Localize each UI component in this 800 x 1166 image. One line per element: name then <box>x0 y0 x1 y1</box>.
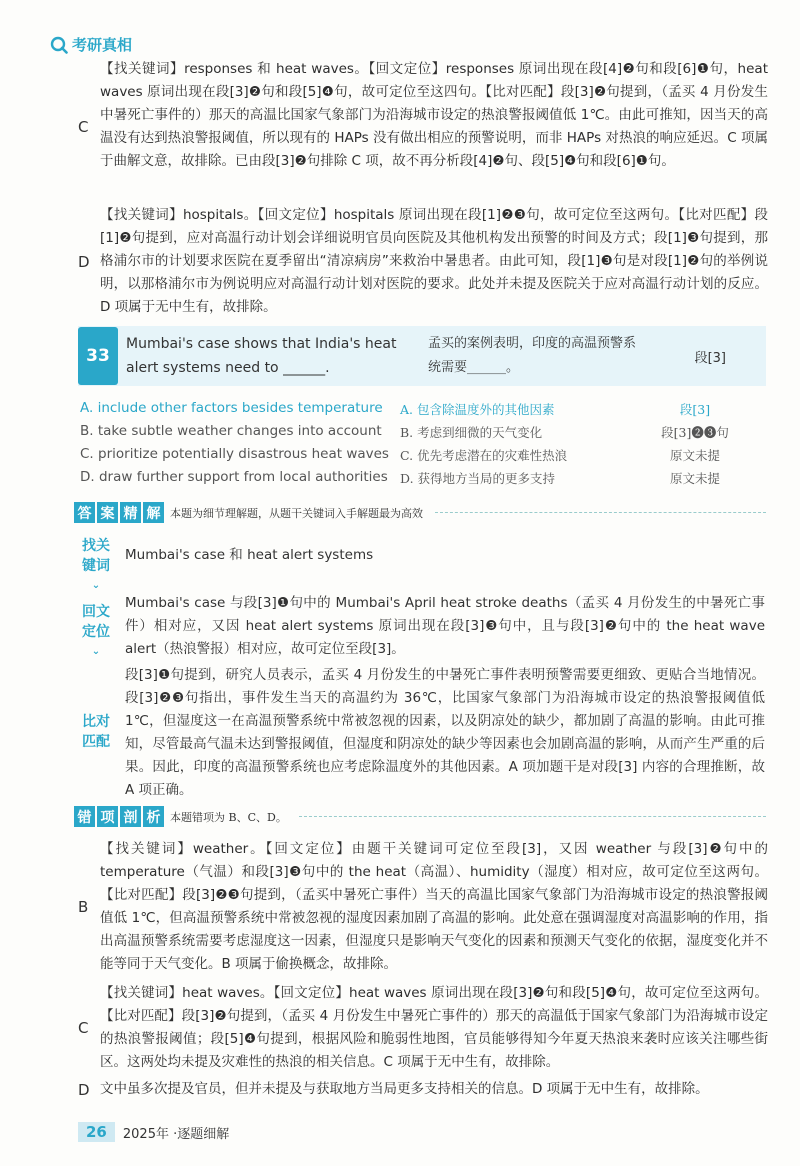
option-letter: D <box>78 1080 90 1099</box>
title-char: 解 <box>143 502 164 523</box>
title-char: 析 <box>143 806 164 827</box>
step-label-match: 比对匹配 <box>82 714 110 750</box>
wrong-section-title <box>74 806 164 827</box>
option-letter: C <box>78 118 89 136</box>
wrong-option-c <box>78 982 768 1074</box>
choice-zh: A. 包含除温度外的其他因素 <box>400 402 555 417</box>
choice-d <box>80 469 770 487</box>
page-number: 26 <box>78 1122 115 1142</box>
option-letter: C <box>78 1019 89 1037</box>
choice-ref: 原文未提 <box>669 471 720 486</box>
title-char: 剖 <box>120 806 141 827</box>
choice-en: B. take subtle weather changes into account <box>80 423 382 439</box>
answer-section-title <box>74 502 164 523</box>
brand-name: 考研真相 <box>72 36 133 54</box>
title-char: 案 <box>97 502 118 523</box>
choice-ref: 段[3] <box>679 402 711 417</box>
choice-en: D. draw further support from local authorities <box>80 469 388 485</box>
choice-a <box>80 400 770 418</box>
choice-en: C. prioritize potentially disastrous heat waves <box>80 446 389 462</box>
choice-c <box>80 446 770 464</box>
question-ref: 段[3] <box>694 350 726 366</box>
option-analysis-text: 【找关键词】hospitals。【回文定位】hospitals 原词出现在段[1]❷❸句，故可定位至这两句。【比对匹配】段[1]❷句提到，应对高温行动计划会详细说明官员向医院及其他机构发出预警的时间及方式；段[1]❸句提到，那格浦尔市的计划要求医院在夏季留出“清凉病房”来救治中暑患者。由此可知，段[1]❸句是对段[1]❷句的举例说明，以那格浦尔市为例说明应对高温行动计划对医院的要求。此处并未提及医院关于应对高温行动计划的反应。D 项属于无中生有，故排除。 <box>100 207 768 315</box>
step-text-keyword: Mumbai's case 和 heat alert systems <box>125 547 374 563</box>
answer-section-note: 本题为细节理解题，从题干关键词入手解题最为高效 <box>170 506 423 520</box>
question-box <box>78 326 766 386</box>
choice-ref: 段[3]❷❸句 <box>661 425 729 440</box>
title-char: 错 <box>74 806 95 827</box>
divider <box>299 816 766 817</box>
option-analysis-c <box>78 58 768 196</box>
answer-section-header <box>74 502 766 523</box>
choice-b <box>80 423 770 441</box>
step-label-keyword: 找关键词 ⌄ <box>76 536 116 596</box>
question-stem-zh: 孟买的案例表明，印度的高温预警系统需要______。 <box>428 336 637 375</box>
choice-zh: C. 优先考虑潜在的灾难性热浪 <box>400 448 568 463</box>
footer-label: 2025年 ·逐题细解 <box>122 1126 230 1142</box>
brand-logo <box>50 34 132 55</box>
choice-zh: B. 考虑到细微的天气变化 <box>400 425 543 440</box>
chevron-down-icon: ⌄ <box>91 646 101 657</box>
choice-zh: D. 获得地方当局的更多支持 <box>400 471 556 486</box>
option-analysis-d <box>78 204 768 319</box>
step-label-locate: 回文定位 ⌄ <box>76 602 116 662</box>
title-char: 项 <box>97 806 118 827</box>
wrong-section-header <box>74 806 766 827</box>
title-char: 答 <box>74 502 95 523</box>
option-analysis-text: 【找关键词】weather。【回文定位】由题干关键词可定位至段[3]，又因 weather 与段[3]❷句中的 temperature（气温）和段[3]❸句中的 the heat（高温）、humidity（湿度）相对应，故可定位至这两句。【比对匹配】段[3]❷❸句提到，（孟买中暑死亡事件）当天的高温比国家气象部门为沿海城市设定的热浪警报阈值低 1℃，但高温预警系统中常被忽视的湿度因素加剧了高温的影响。此处意在强调湿度对高温影响的作用，指出高温预警系统需要考虑湿度这一因素，但湿度只是影响天气变化的因素和预测天气变化的依据，湿度变化并不能等同于天气变化。B 项属于偷换概念，故排除。 <box>100 841 768 972</box>
option-analysis-text: 【找关键词】responses 和 heat waves。【回文定位】responses 原词出现在段[4]❷句和段[6]❶句，heat waves 原词出现在段[3]❷句和段[5]❹句，故可定位至这四句。【比对匹配】段[3]❷句提到，（孟买 4 月份发生中暑死亡事件的）那天的高温比国家气象部门为沿海城市设定的热浪警报阈值低 1℃。由此可推知，因当天的高温没有达到热浪警报阈值，所以现有的 HAPs 没有做出相应的预警说明，而非 HAPs 对热浪的响应延迟。C 项属于曲解文意，故排除。已由段[3]❷句排除 C 项，故不再分析段[4]❷句、段[5]❹句和段[6]❶句。 <box>100 61 768 169</box>
option-analysis-text: 文中虽多次提及官员，但并未提及与获取地方当局更多支持相关的信息。D 项属于无中生有，故排除。 <box>100 1081 709 1097</box>
option-analysis-text: 【找关键词】heat waves。【回文定位】heat waves 原词出现在段[3]❷句和段[5]❹句，故可定位至这两句。【比对匹配】段[3]❷句提到，（孟买 4 月份发生中暑死亡事件的）那天的高温低于国家气象部门为沿海城市设定的热浪警报阈值；段[5]❹句提到，根据风险和脆弱性地图，官员能够得知今年夏天热浪来袭时应该关注哪些街区。这两处均未提及灾难性的热浪的相关信息。C 项属于无中生有，故排除。 <box>100 985 768 1070</box>
step-text-locate: Mumbai's case 与段[3]❶句中的 Mumbai's April heat stroke deaths（孟买 4 月份发生的中暑死亡事件）相对应，又因 heat alert systems 原词出现在段[3]❸句中，且与段[3]❷句中的 the heat wave alert（热浪警报）相对应，故可定位至段[3]。 <box>125 595 765 657</box>
question-number: 33 <box>78 327 118 385</box>
option-letter: B <box>78 898 89 916</box>
divider <box>435 512 766 513</box>
choice-en: A. include other factors besides temperature <box>80 400 383 416</box>
wrong-option-d <box>78 1078 768 1101</box>
step-text-match: 段[3]❶句提到，研究人员表示，孟买 4 月份发生的中暑死亡事件表明预警需要更细致、更贴合当地情况。段[3]❷❸句指出，事件发生当天的高温约为 36℃，比国家气象部门为沿海城市设定的热浪警报阈值低 1℃，但湿度这一在高温预警系统中常被忽视的因素，以及阴凉处的缺少，都加剧了高温的影响。由此可推知，尽管最高气温未达到警报阈值，但湿度和阴凉处的缺少等因素也会加剧高温的影响，从而产生严重的后果。因此，印度的高温预警系统也应考虑除温度外的其他因素。A 项加题干是对段[3] 内容的合理推断，故 A 项正确。 <box>125 667 765 798</box>
wrong-section-note: 本题错项为 B、C、D。 <box>170 810 287 824</box>
title-char: 精 <box>120 502 141 523</box>
choice-ref: 原文未提 <box>669 448 720 463</box>
page-footer <box>78 1122 229 1142</box>
chevron-down-icon: ⌄ <box>91 580 101 591</box>
option-letter: D <box>78 252 90 271</box>
search-icon <box>50 36 68 54</box>
wrong-option-b <box>78 838 768 976</box>
question-stem-en: Mumbai's case shows that India's heat alert systems need to ______. <box>126 336 397 376</box>
